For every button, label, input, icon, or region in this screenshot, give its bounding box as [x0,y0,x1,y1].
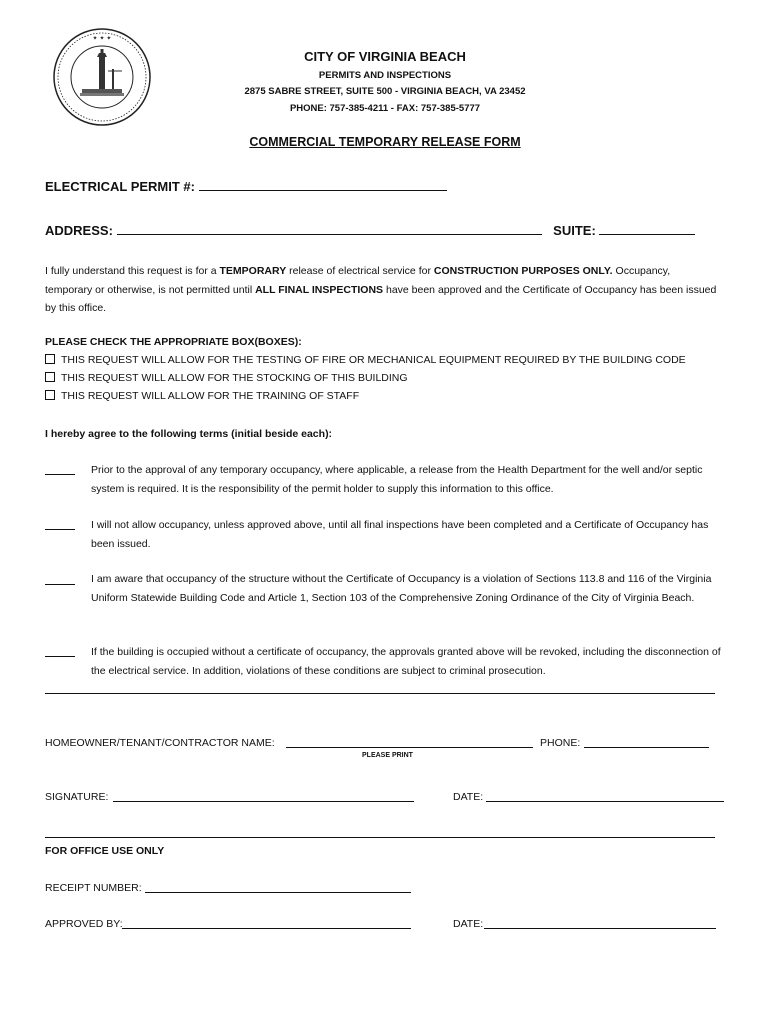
electrical-permit-label: ELECTRICAL PERMIT #: [45,179,195,194]
city-seal-logo [52,27,152,127]
office-phone-fax: PHONE: 757-385-4211 - FAX: 757-385-5777 [289,103,481,114]
terms-heading: I hereby agree to the following terms (initial beside each): [45,428,333,440]
checkbox-row[interactable]: THIS REQUEST WILL ALLOW FOR THE TESTING OF FIRE OR MECHANICAL EQUIPMENT REQUIRED BY THE BUILDING CODE [45,354,686,366]
name-line[interactable] [286,735,533,748]
initial-line[interactable] [45,574,75,585]
checklist-heading: PLEASE CHECK THE APPROPRIATE BOX(BOXES): [45,336,302,348]
suite-label: SUITE: [553,223,596,238]
signature-line[interactable] [113,789,414,802]
address-label: ADDRESS: [45,223,113,238]
term-item: If the building is occupied without a certificate of occupancy, the approvals granted above will be revoked, including the disconnection of the electrical service. In addition, violations of these conditions are subject to criminal prosecution. [91,646,721,677]
checkbox[interactable] [45,372,55,382]
receipt-number-label: RECEIPT NUMBER: [45,882,142,894]
divider [45,837,715,838]
checkbox-row[interactable]: THIS REQUEST WILL ALLOW FOR THE STOCKING OF THIS BUILDING [45,372,408,384]
svg-text:✦ ✦ ✦: ✦ ✦ ✦ [92,35,112,42]
term-item: I am aware that occupancy of the structure without the Certificate of Occupancy is a violation of Sections 113.8 and 116 of the Virginia Uniform Statewide Building Code and Article 1, Section 103 of the Comprehensive Zoning Ordinance of the City of Virginia Beach. [91,573,712,604]
office-date-label: DATE: [453,918,484,930]
term-item: I will not allow occupancy, unless approved above, until all final inspections have been completed and a Certificate of Occupancy has been issued. [91,519,709,550]
office-date-line[interactable] [484,916,716,929]
initial-line[interactable] [45,519,75,530]
divider [45,693,715,694]
term-item: Prior to the approval of any temporary occupancy, where applicable, a release from the Health Department for the well and/or septic system is required. It is the responsibility of the permit holder to supply this information to this office. [91,464,703,495]
initial-line[interactable] [45,464,75,475]
intro-paragraph: I fully understand this request is for a TEMPORARY release of electrical service for CONSTRUCTION PURPOSES ONLY. Occupancy, temporary or otherwise, is not permitted until ALL FINAL INSPECTIONS have been approved and the Certificate of Occupancy has been issued by this office. [45,265,717,314]
address-line[interactable] [117,222,542,235]
checkbox[interactable] [45,354,55,364]
date-line[interactable] [486,789,724,802]
office-address: 2875 SABRE STREET, SUITE 500 - VIRGINIA BEACH, VA 23452 [244,86,526,97]
address-field[interactable] [45,222,695,238]
suite-line[interactable] [599,222,695,235]
electrical-permit-line[interactable] [199,178,447,191]
office-use-heading: FOR OFFICE USE ONLY [45,845,165,857]
checkbox[interactable] [45,390,55,400]
initial-line[interactable] [45,646,75,657]
form-title: COMMERCIAL TEMPORARY RELEASE FORM [249,135,521,149]
receipt-number-line[interactable] [145,880,411,893]
approved-by-label: APPROVED BY: [45,918,123,930]
electrical-permit-field[interactable] [45,178,447,194]
phone-label: PHONE: [540,737,581,749]
date-label: DATE: [453,791,484,803]
signature-label: SIGNATURE: [45,791,109,803]
checkbox-row[interactable]: THIS REQUEST WILL ALLOW FOR THE TRAINING OF STAFF [45,390,359,402]
approved-by-line[interactable] [122,916,411,929]
phone-line[interactable] [584,735,709,748]
please-print-note: PLEASE PRINT [362,752,413,759]
department-name: PERMITS AND INSPECTIONS [318,70,452,81]
city-name: CITY OF VIRGINIA BEACH [304,49,466,64]
name-label: HOMEOWNER/TENANT/CONTRACTOR NAME: [45,737,275,749]
